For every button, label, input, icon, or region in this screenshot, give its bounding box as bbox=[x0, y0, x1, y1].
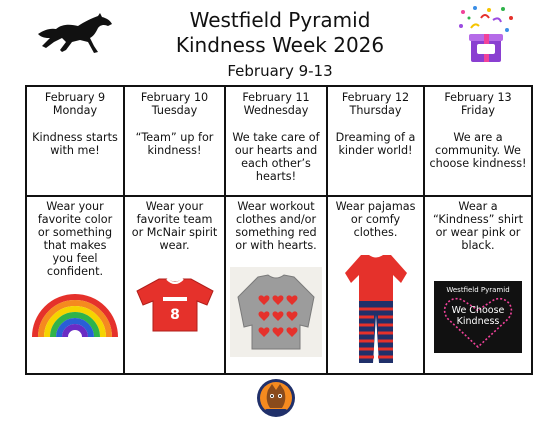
rainbow-icon bbox=[31, 289, 119, 339]
jersey-icon bbox=[133, 277, 217, 333]
school-title: Westfield Pyramid bbox=[189, 8, 371, 32]
day-name: Wednesday bbox=[243, 104, 309, 117]
day-name: Tuesday bbox=[151, 104, 198, 117]
dress-up-friday bbox=[425, 197, 531, 373]
day-date: February 11 bbox=[242, 91, 310, 104]
dress-up-thursday bbox=[328, 197, 425, 373]
day-header-tuesday bbox=[125, 87, 226, 197]
shirt-slogan-line1: We Choose bbox=[451, 305, 505, 316]
day-header-wednesday bbox=[226, 87, 328, 197]
day-header-monday bbox=[27, 87, 125, 197]
shirt-slogan-line2: Kindness bbox=[456, 316, 500, 327]
day-date: February 9 bbox=[44, 91, 106, 104]
svg-text:8: 8 bbox=[169, 307, 180, 323]
day-theme: Kindness starts with me! bbox=[32, 131, 118, 157]
day-date: February 13 bbox=[444, 91, 512, 104]
day-name: Friday bbox=[461, 104, 495, 117]
day-name: Monday bbox=[52, 104, 98, 117]
mustang-mascot-icon bbox=[256, 378, 296, 418]
day-theme: We take care of our hearts and each other’s hearts! bbox=[232, 131, 320, 183]
event-dates: February 9-13 bbox=[227, 62, 333, 80]
kindness-week-table bbox=[25, 85, 533, 375]
pajamas-icon bbox=[343, 253, 409, 365]
day-theme: “Team” up for kindness! bbox=[135, 131, 214, 157]
day-date: February 10 bbox=[140, 91, 209, 104]
shirt-school-text: Westfield Pyramid bbox=[446, 286, 510, 294]
dress-up-text: Wear workout clothes and/or something red or with hearts. bbox=[235, 200, 317, 252]
day-name: Thursday bbox=[349, 104, 402, 117]
dress-up-tuesday bbox=[125, 197, 226, 373]
day-header-friday bbox=[425, 87, 531, 197]
heart-sweater-icon bbox=[230, 267, 322, 357]
day-theme: We are a community. We choose kindness! bbox=[429, 131, 527, 170]
dress-up-monday bbox=[27, 197, 125, 373]
day-theme: Dreaming of a kinder world! bbox=[335, 131, 416, 157]
event-title: Kindness Week 2026 bbox=[175, 33, 385, 57]
dress-up-text: Wear your favorite color or something that makes you feel confident. bbox=[37, 200, 113, 278]
dress-up-text: Wear a “Kindness” shirt or wear pink or black. bbox=[432, 200, 524, 252]
day-date: February 12 bbox=[341, 91, 410, 104]
kindness-shirt-graphic bbox=[434, 281, 522, 353]
dress-up-text: Wear pajamas or comfy clothes. bbox=[335, 200, 416, 239]
day-header-thursday bbox=[328, 87, 425, 197]
dress-up-wednesday bbox=[226, 197, 328, 373]
dress-up-text: Wear your favorite team or McNair spirit wear. bbox=[131, 200, 218, 252]
